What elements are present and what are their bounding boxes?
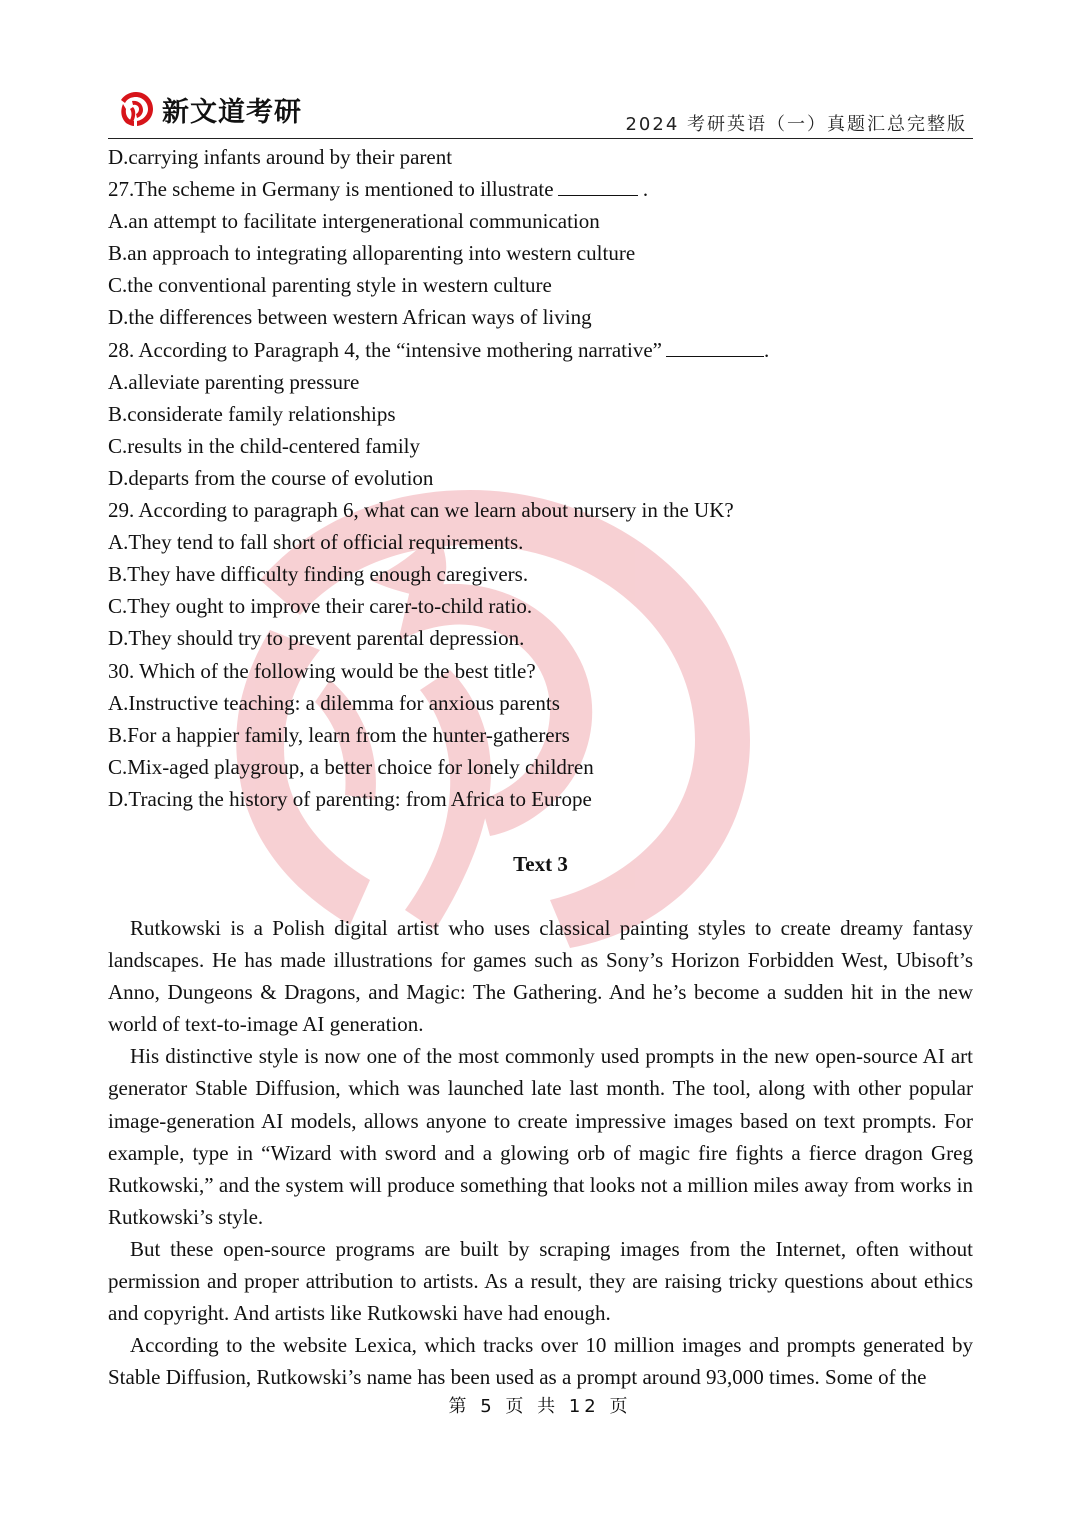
option-line: D.carrying infants around by their parent [108, 145, 453, 169]
phoenix-logo-icon [116, 89, 156, 129]
answer-blank [558, 173, 638, 196]
paragraph: But these open-source programs are built by scraping images from the Internet, often without permission and proper attribution to artists. As a result, they are raising tricky questions about ethics and copyright. And artists like Rutkowski have had enough. [108, 1236, 973, 1326]
brand-logo [116, 89, 302, 129]
question-28: 28. According to Paragraph 4, the “intensive mothering narrative” . [108, 334, 973, 366]
question-27-text: 27.The scheme in Germany is mentioned to illustrate [108, 177, 554, 202]
option-line: D.Tracing the history of parenting: from Africa to Europe [108, 786, 592, 811]
page-header [108, 86, 973, 140]
option-line: C.the conventional parenting style in western culture [108, 273, 552, 298]
option-line: B.For a happier family, learn from the hunter-gatherers [108, 722, 570, 747]
option-line: D.departs from the course of evolution [108, 465, 434, 490]
question-28-text: 28. According to Paragraph 4, the “intensive mothering narrative” [108, 337, 662, 362]
section-title: Text 3 [513, 851, 568, 876]
logo-text: 新文道考研 [162, 96, 302, 128]
header-divider [108, 138, 973, 139]
question-27: 27.The scheme in Germany is mentioned to illustrate . [108, 173, 973, 205]
option-line: B.They have difficulty finding enough caregivers. [108, 562, 529, 587]
option-line: A.alleviate parenting pressure [108, 369, 360, 394]
question-29: 29. According to paragraph 6, what can we learn about nursery in the UK? [108, 498, 734, 523]
option-line: B.considerate family relationships [108, 401, 396, 426]
option-line: C.They ought to improve their carer-to-child ratio. [108, 594, 533, 619]
option-line: D.the differences between western African ways of living [108, 305, 592, 330]
option-line: C.results in the child-centered family [108, 433, 420, 458]
option-line: C.Mix-aged playgroup, a better choice for lonely children [108, 754, 594, 779]
paragraph: Rutkowski is a Polish digital artist who uses classical painting styles to create dreamy fantasy landscapes. He has made illustrations for games such as Sony’s Horizon Forbidden West, Ubisoft’s Anno, Dungeons & Dragons, and Magic: The Gathering. And he’s become a sudden hit in the new world of text-to-image AI generation. [108, 915, 973, 1037]
option-line: A.an attempt to facilitate intergenerational communication [108, 209, 600, 234]
paragraph: His distinctive style is now one of the most commonly used prompts in the new open-source AI art generator Stable Diffusion, which was launched late last month. The tool, along with other popular image-generation AI models, allows anyone to create impressive images based on text prompts. For example, type in “Wizard with sword and a glowing orb of magic fire fights a fierce dragon Greg Rutkowski,” and the system will produce something that looks not a million miles away from works in Rutkowski’s style. [108, 1044, 973, 1229]
page-content [108, 141, 973, 1393]
document-title: 2024 考研英语（一）真题汇总完整版 [625, 114, 967, 135]
option-line: D.They should try to prevent parental depression. [108, 626, 525, 651]
option-line: A.They tend to fall short of official requirements. [108, 530, 524, 555]
option-line: A.Instructive teaching: a dilemma for anxious parents [108, 690, 560, 715]
option-line: B.an approach to integrating alloparenting into western culture [108, 241, 636, 266]
answer-blank [666, 334, 764, 357]
paragraph: According to the website Lexica, which tracks over 10 million images and prompts generated by Stable Diffusion, Rutkowski’s name has been used as a prompt around 93,000 times. Some of the [108, 1333, 973, 1390]
question-30: 30. Which of the following would be the best title? [108, 658, 536, 683]
page-number: 第 5 页 共 12 页 [448, 1396, 632, 1417]
